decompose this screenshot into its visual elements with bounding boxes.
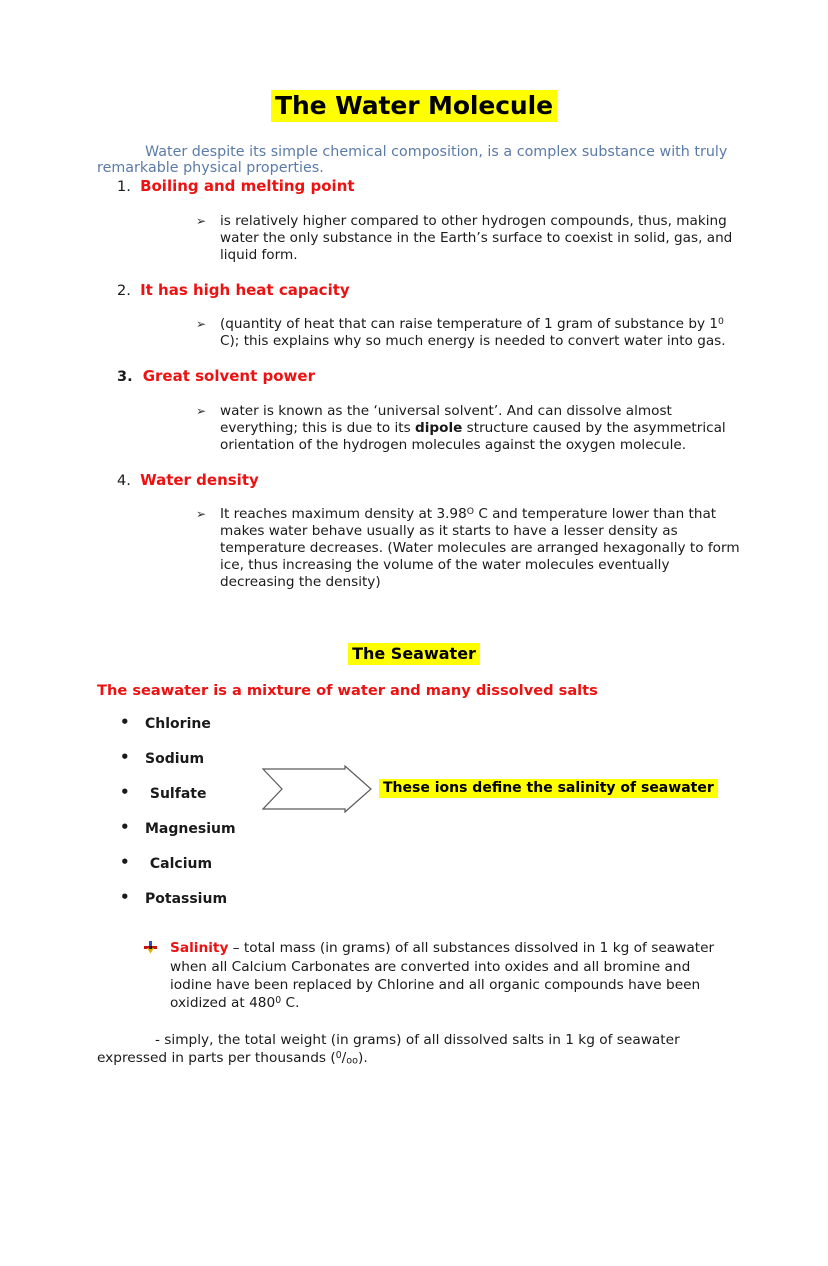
text-run: is relatively higher compared to other hydrogen compounds, thus, making water the only substance in the Earth’s surface to coexist in solid, gas, and liquid form. <box>220 212 733 263</box>
property-heading-label: Water density <box>140 470 259 489</box>
ion-label: Chlorine <box>145 716 211 733</box>
seawater-title-text: The Seawater <box>348 643 480 665</box>
arrow-bullet-icon: ➢ <box>196 213 207 228</box>
text-run: water is known as the ‘universal solvent’. And can dissolve almost everything; this is due to its <box>220 402 672 436</box>
property-heading-label: Boiling and melting point <box>140 177 355 196</box>
bullet-dot-icon: • <box>120 888 130 907</box>
ion-list-zone <box>0 699 828 927</box>
text-run: / <box>341 1050 347 1067</box>
property-detail <box>0 403 828 454</box>
properties-list <box>0 177 828 591</box>
property-item <box>0 367 828 471</box>
property-item <box>0 471 828 592</box>
property-number: 1. <box>117 179 141 196</box>
bullet-dot-icon: • <box>120 783 130 802</box>
text-run: 0 <box>718 315 724 327</box>
text-run: C); this explains why so much energy is needed to convert water into gas. <box>220 333 726 350</box>
text-run: oo <box>346 1055 358 1067</box>
text-run: dipole <box>415 419 463 436</box>
text-run: O <box>466 506 475 517</box>
bullet-dot-icon: • <box>120 748 130 767</box>
arrow-bullet-icon: ➢ <box>196 317 207 332</box>
salinity-definition <box>0 939 828 1012</box>
property-number: 2. <box>117 282 141 299</box>
property-number: 4. <box>117 472 141 489</box>
salinity-callout <box>379 780 718 798</box>
salinity-term: Salinity <box>170 940 229 957</box>
text-run: - simply, the total weight (in grams) of all dissolved salts in 1 kg of seawater expressed in parts per thousands ( <box>97 1032 680 1067</box>
text-run: – total mass (in grams) of all substances dissolved in 1 kg of seawater when all Calcium Carbonates are converted into oxides and all bromine and iodine have been replaced by Chlorine and all organic compounds have been oxidized at 480 <box>170 940 715 1012</box>
ion-label: Magnesium <box>145 821 236 838</box>
ion-label: Calcium <box>145 856 213 873</box>
seawater-section-title <box>0 645 828 663</box>
text-run: (quantity of heat that can raise temperature of 1 gram of substance by 1 <box>220 316 718 333</box>
text-run: C. <box>281 995 300 1012</box>
arrow-bullet-icon: ➢ <box>196 507 207 522</box>
property-detail <box>0 316 828 350</box>
text-run: It reaches maximum density at 3.98 <box>220 506 467 523</box>
list-item <box>0 818 828 857</box>
property-number: 3. <box>117 369 143 386</box>
property-heading-label: It has high heat capacity <box>140 280 350 299</box>
intro-paragraph: Water despite its simple chemical composition, is a complex substance with truly remarkable physical properties. <box>97 143 728 177</box>
bullet-dot-icon: • <box>120 713 130 732</box>
text-run: ). <box>357 1050 368 1067</box>
list-item <box>0 853 828 892</box>
property-detail <box>0 213 828 264</box>
property-heading <box>0 367 828 386</box>
text-run: structure caused by the asymmetrical orientation of the hydrogen molecules against the oxygen molecule. <box>220 419 726 453</box>
page-title <box>0 0 828 120</box>
property-heading <box>0 471 828 490</box>
property-heading <box>0 281 828 300</box>
salinity-callout-text: These ions define the salinity of seawater <box>379 779 718 798</box>
list-item <box>0 888 828 927</box>
property-detail <box>0 506 828 591</box>
property-item <box>0 177 828 281</box>
salinity-closing-paragraph <box>0 1032 828 1068</box>
bullet-dot-icon: • <box>120 853 130 872</box>
text-run: C and temperature lower than that makes water behave usually as it starts to have a lesser density as temperature decreases. (Water molecules are arranged hexagonally to form ice, thus increasing the volume of the water molecules eventually decreasing the density) <box>220 506 740 591</box>
property-heading <box>0 177 828 196</box>
ion-label: Sulfate <box>145 786 207 803</box>
page-title-text: The Water Molecule <box>271 90 557 122</box>
seawater-lead: The seawater is a mixture of water and many dissolved salts <box>97 681 598 699</box>
ion-list <box>0 713 828 927</box>
text-run: 0 <box>335 1049 342 1061</box>
bullet-dot-icon: • <box>120 818 130 837</box>
arrow-bullet-icon: ➢ <box>196 403 207 418</box>
text-run: 0 <box>275 994 282 1006</box>
property-heading-label: Great solvent power <box>142 367 315 386</box>
wingding-arrow-bullet-icon <box>144 941 157 954</box>
ion-label: Potassium <box>145 891 228 908</box>
ion-label: Sodium <box>145 751 205 768</box>
list-item <box>0 713 828 752</box>
property-item <box>0 281 828 367</box>
salinity-definition-text <box>170 940 714 1011</box>
right-block-arrow-icon <box>262 765 372 817</box>
